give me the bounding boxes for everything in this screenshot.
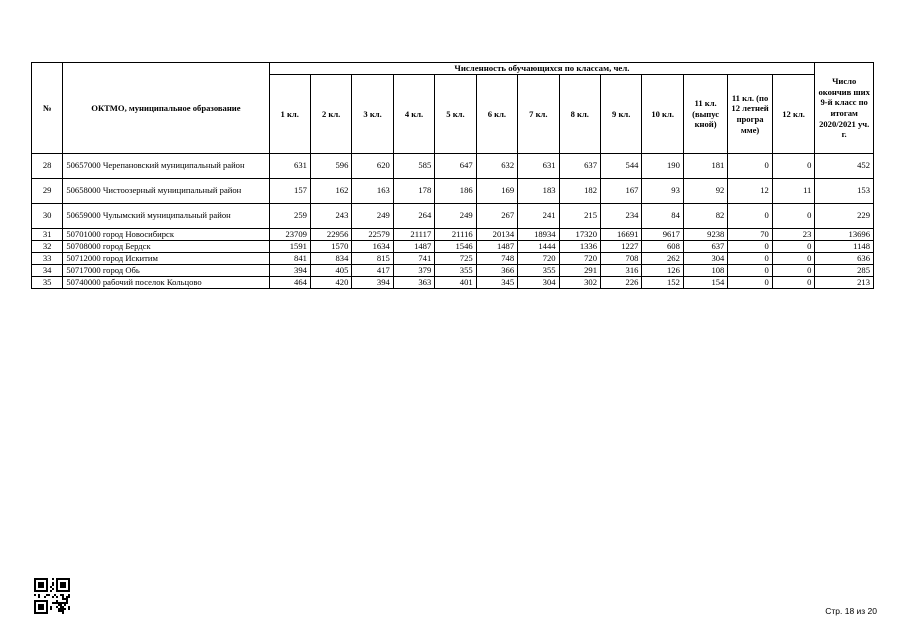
grade-value: 226 <box>601 277 642 289</box>
table-body <box>32 154 874 289</box>
grade-value: 0 <box>728 241 772 253</box>
table-row <box>32 229 874 241</box>
grade-value: 17320 <box>559 229 600 241</box>
grade-value: 355 <box>518 265 559 277</box>
grade-value: 92 <box>683 179 727 204</box>
grade-value: 169 <box>476 179 517 204</box>
grade-value: 9238 <box>683 229 727 241</box>
header-grade: 1 кл. <box>269 75 310 154</box>
grade-value: 394 <box>352 277 393 289</box>
grade-value: 741 <box>393 253 434 265</box>
grade-value: 363 <box>393 277 434 289</box>
grade-value: 291 <box>559 265 600 277</box>
grade-value: 162 <box>310 179 351 204</box>
grade-value: 152 <box>642 277 683 289</box>
header-grade: 6 кл. <box>476 75 517 154</box>
table-row <box>32 241 874 253</box>
municipality-name: 50712000 город Искитим <box>63 253 269 265</box>
header-grade: 4 кл. <box>393 75 434 154</box>
grade-value: 637 <box>683 241 727 253</box>
header-summary: Число окончив ших 9-й класс по итогам 2020/2021 уч. г. <box>815 63 874 154</box>
header-num: № <box>32 63 63 154</box>
graduates-value: 1148 <box>815 241 874 253</box>
grade-value: 1546 <box>435 241 476 253</box>
grade-value: 1487 <box>476 241 517 253</box>
municipality-name: 50657000 Черепановский муниципальный район <box>63 154 269 179</box>
row-number: 33 <box>32 253 63 265</box>
grade-value: 316 <box>601 265 642 277</box>
grade-value: 631 <box>269 154 310 179</box>
row-number: 29 <box>32 179 63 204</box>
grade-value: 21117 <box>393 229 434 241</box>
row-number: 35 <box>32 277 63 289</box>
grade-value: 163 <box>352 179 393 204</box>
grade-value: 401 <box>435 277 476 289</box>
table-row <box>32 265 874 277</box>
header-grade: 5 кл. <box>435 75 476 154</box>
grade-value: 23709 <box>269 229 310 241</box>
grade-value: 464 <box>269 277 310 289</box>
grade-value: 0 <box>772 253 815 265</box>
municipality-name: 50740000 рабочий поселок Кольцово <box>63 277 269 289</box>
grade-value: 405 <box>310 265 351 277</box>
table-row <box>32 277 874 289</box>
grade-value: 183 <box>518 179 559 204</box>
header-grade: 3 кл. <box>352 75 393 154</box>
grade-value: 302 <box>559 277 600 289</box>
header-grade: 11 кл. (выпус кной) <box>683 75 727 154</box>
grade-value: 632 <box>476 154 517 179</box>
grade-value: 181 <box>683 154 727 179</box>
grade-value: 355 <box>435 265 476 277</box>
grade-value: 394 <box>269 265 310 277</box>
grade-value: 0 <box>728 253 772 265</box>
grade-value: 108 <box>683 265 727 277</box>
header-grade: 7 кл. <box>518 75 559 154</box>
grade-value: 725 <box>435 253 476 265</box>
grade-value: 234 <box>601 204 642 229</box>
grade-value: 304 <box>683 253 727 265</box>
grade-value: 708 <box>601 253 642 265</box>
grade-value: 585 <box>393 154 434 179</box>
grade-value: 0 <box>772 265 815 277</box>
grade-value: 596 <box>310 154 351 179</box>
graduates-value: 13696 <box>815 229 874 241</box>
header-grade: 11 кл. (по 12 летней програ мме) <box>728 75 772 154</box>
grade-value: 379 <box>393 265 434 277</box>
header-grade: 9 кл. <box>601 75 642 154</box>
grade-value: 1570 <box>310 241 351 253</box>
grade-value: 544 <box>601 154 642 179</box>
table-row <box>32 154 874 179</box>
grade-value: 190 <box>642 154 683 179</box>
row-number: 28 <box>32 154 63 179</box>
municipality-name: 50708000 город Бердск <box>63 241 269 253</box>
header-grade: 2 кл. <box>310 75 351 154</box>
grade-value: 154 <box>683 277 727 289</box>
grade-value: 9617 <box>642 229 683 241</box>
grade-value: 1444 <box>518 241 559 253</box>
grade-value: 70 <box>728 229 772 241</box>
grade-value: 720 <box>518 253 559 265</box>
grade-value: 420 <box>310 277 351 289</box>
grade-value: 20134 <box>476 229 517 241</box>
page-number: Стр. 18 из 20 <box>825 606 877 616</box>
graduates-value: 452 <box>815 154 874 179</box>
grade-value: 417 <box>352 265 393 277</box>
grade-value: 93 <box>642 179 683 204</box>
grade-value: 12 <box>728 179 772 204</box>
grade-value: 1487 <box>393 241 434 253</box>
row-number: 31 <box>32 229 63 241</box>
grade-value: 23 <box>772 229 815 241</box>
grade-value: 620 <box>352 154 393 179</box>
graduates-value: 636 <box>815 253 874 265</box>
grade-value: 841 <box>269 253 310 265</box>
row-number: 32 <box>32 241 63 253</box>
grade-value: 243 <box>310 204 351 229</box>
header-group: Численность обучающихся по классам, чел. <box>269 63 815 75</box>
grade-value: 1591 <box>269 241 310 253</box>
grade-value: 1336 <box>559 241 600 253</box>
grade-value: 186 <box>435 179 476 204</box>
row-number: 34 <box>32 265 63 277</box>
grade-value: 0 <box>728 265 772 277</box>
grade-value: 11 <box>772 179 815 204</box>
grade-value: 0 <box>772 154 815 179</box>
header-grade: 8 кл. <box>559 75 600 154</box>
qr-code-icon <box>34 578 70 614</box>
municipality-name: 50717000 город Обь <box>63 265 269 277</box>
grade-value: 0 <box>728 154 772 179</box>
grade-value: 748 <box>476 253 517 265</box>
grade-value: 126 <box>642 265 683 277</box>
grade-value: 22956 <box>310 229 351 241</box>
grade-value: 815 <box>352 253 393 265</box>
grade-value: 0 <box>772 241 815 253</box>
grade-value: 241 <box>518 204 559 229</box>
graduates-value: 285 <box>815 265 874 277</box>
graduates-value: 213 <box>815 277 874 289</box>
grade-value: 631 <box>518 154 559 179</box>
grade-value: 178 <box>393 179 434 204</box>
grade-value: 0 <box>728 204 772 229</box>
grade-value: 182 <box>559 179 600 204</box>
grade-value: 0 <box>728 277 772 289</box>
graduates-value: 229 <box>815 204 874 229</box>
municipality-name: 50701000 город Новосибирск <box>63 229 269 241</box>
grade-value: 267 <box>476 204 517 229</box>
grade-value: 249 <box>352 204 393 229</box>
table-row <box>32 179 874 204</box>
grade-value: 608 <box>642 241 683 253</box>
grade-value: 264 <box>393 204 434 229</box>
grade-value: 1227 <box>601 241 642 253</box>
grade-value: 249 <box>435 204 476 229</box>
municipality-name: 50658000 Чистоозерный муниципальный район <box>63 179 269 204</box>
grade-value: 1634 <box>352 241 393 253</box>
grade-value: 215 <box>559 204 600 229</box>
grade-value: 157 <box>269 179 310 204</box>
enrollment-table <box>31 62 874 289</box>
header-name: ОКТМО, муниципальное образование <box>63 63 269 154</box>
header-grade: 12 кл. <box>772 75 815 154</box>
grade-value: 366 <box>476 265 517 277</box>
grade-value: 647 <box>435 154 476 179</box>
grade-value: 304 <box>518 277 559 289</box>
grade-value: 18934 <box>518 229 559 241</box>
grade-value: 167 <box>601 179 642 204</box>
grade-value: 16691 <box>601 229 642 241</box>
grade-value: 0 <box>772 277 815 289</box>
row-number: 30 <box>32 204 63 229</box>
header-grade: 10 кл. <box>642 75 683 154</box>
grade-value: 262 <box>642 253 683 265</box>
grade-value: 345 <box>476 277 517 289</box>
grade-value: 84 <box>642 204 683 229</box>
grade-value: 21116 <box>435 229 476 241</box>
grade-value: 22579 <box>352 229 393 241</box>
grade-value: 834 <box>310 253 351 265</box>
graduates-value: 153 <box>815 179 874 204</box>
grade-value: 720 <box>559 253 600 265</box>
grade-value: 0 <box>772 204 815 229</box>
grade-value: 259 <box>269 204 310 229</box>
table-row <box>32 204 874 229</box>
grade-value: 637 <box>559 154 600 179</box>
municipality-name: 50659000 Чулымский муниципальный район <box>63 204 269 229</box>
grade-value: 82 <box>683 204 727 229</box>
table-row <box>32 253 874 265</box>
